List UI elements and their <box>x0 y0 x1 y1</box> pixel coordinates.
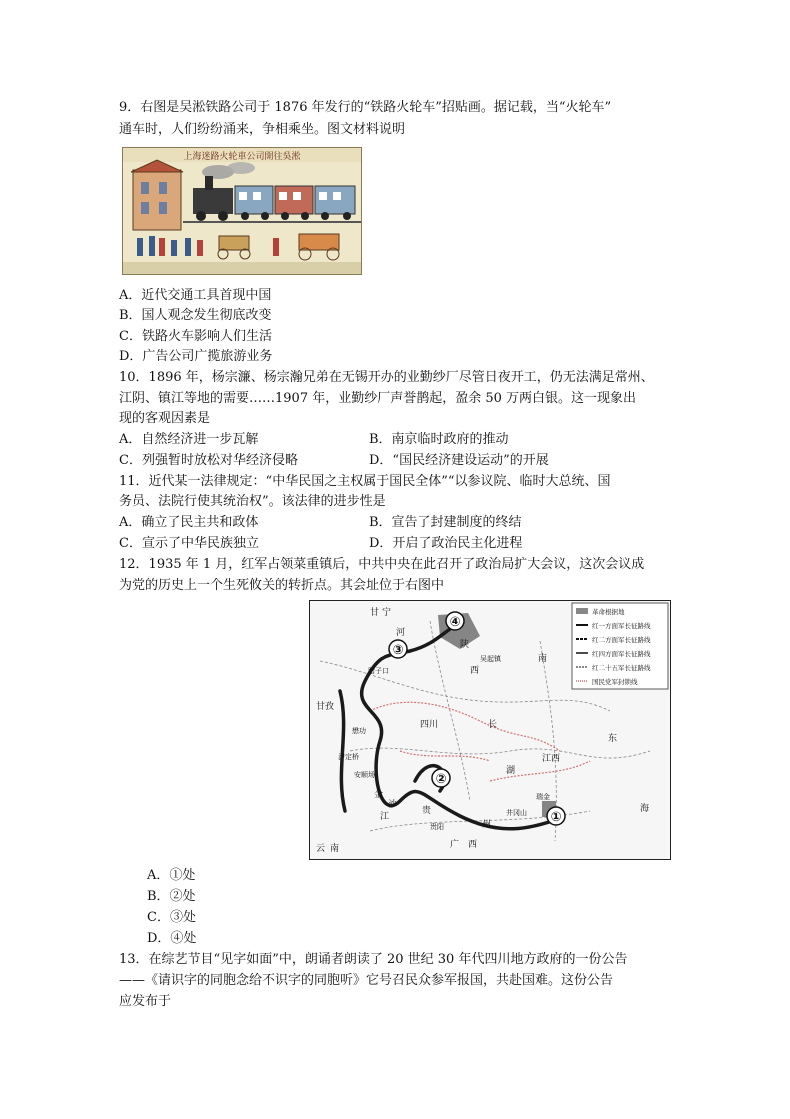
map-label-yunnan-nan: 南 <box>330 844 340 854</box>
q12-option-a[interactable]: A．①处 <box>147 868 196 883</box>
q10-option-a[interactable]: A．自然经济进一步瓦解 <box>119 432 259 447</box>
map-label-hu: 湖 <box>506 766 516 776</box>
map-label-yun: 云 <box>316 844 326 854</box>
q9-stem-line1: 9．右图是吴淞铁路公司于 1876 年发行的“铁路火轮车”招贴画。据记载，当“火轮车” <box>119 100 612 115</box>
q10-stem-line2: 江阴、镇江等地的需要……1907 年，业勤纱厂声誉鹊起，盈余 50 万两白银。这一现象出 <box>119 391 637 406</box>
q9-option-d[interactable]: D．广告公司广揽旅游业务 <box>119 349 273 364</box>
map-label-sichuan: 四川 <box>420 720 439 730</box>
map-label-xi: 西 <box>470 666 480 676</box>
q9-option-c[interactable]: C．铁路火车影响人们生活 <box>119 329 272 344</box>
railway-poster-image <box>122 147 362 275</box>
map-legend-2: 红一方面军长征路线 <box>592 622 651 630</box>
map-label-anshunchang: 安顺场 <box>354 771 375 779</box>
map-label-jiang: 江 <box>380 812 390 822</box>
map-label-gui: 贵 <box>422 806 432 816</box>
map-label-hai: 海 <box>640 804 650 814</box>
railway-poster-drawing <box>123 148 361 274</box>
map-marker-3: ③ <box>392 643 404 658</box>
map-label-sha: 沙 <box>388 800 398 810</box>
map-label-guiyang: 贵阳 <box>430 823 444 831</box>
q10-option-d[interactable]: D．“国民经济建设运动”的开展 <box>369 453 549 468</box>
q10-option-c[interactable]: C．列强暂时放松对华经济侵略 <box>119 453 298 468</box>
map-legend-6: 国民党军封锁线 <box>592 678 638 686</box>
q11-option-d[interactable]: D．开启了政治民主化进程 <box>369 536 523 551</box>
map-marker-2: ② <box>435 772 447 787</box>
q10-stem-line3: 现的客观因素是 <box>119 411 211 426</box>
q11-option-c[interactable]: C．宣示了中华民族独立 <box>119 536 259 551</box>
q11-option-a[interactable]: A．确立了民主共和政体 <box>119 515 259 530</box>
map-legend-4: 红四方面军长征路线 <box>592 650 651 658</box>
map-label-jin: 金 <box>374 790 384 800</box>
q10-option-b[interactable]: B．南京临时政府的推动 <box>369 432 509 447</box>
q12-stem-line1: 12．1935 年 1 月，红军占领菜重镇后，中共中央在此召开了政治局扩大会议，这次会议成 <box>119 557 645 572</box>
map-label-lazikou: 腊子口 <box>368 667 389 675</box>
map-label-ruijin: 瑞金 <box>536 793 550 801</box>
q12-option-b[interactable]: B．②处 <box>147 889 196 904</box>
map-label-he: 河 <box>396 628 406 638</box>
map-label-ludingqiao: 泸定桥 <box>338 753 359 761</box>
long-march-map <box>309 600 671 860</box>
q11-stem-line1: 11．近代某一法律规定：“中华民国之主权属于国民全体”“以参议院、临时大总统、国 <box>119 474 611 489</box>
q11-stem-line2: 务员、法院行使其统治权”。该法律的进步性是 <box>119 494 386 509</box>
q12-option-c[interactable]: C．③处 <box>147 910 196 925</box>
map-label-gan: 甘 <box>370 608 380 618</box>
q12-option-d[interactable]: D．④处 <box>147 931 197 946</box>
long-march-map-drawing <box>310 601 670 859</box>
map-legend-5: 红二十五军长征路线 <box>592 664 651 672</box>
map-marker-1: ① <box>550 810 562 825</box>
map-legend-1: 革命根据地 <box>592 608 625 616</box>
map-label-guangxi-xi: 西 <box>468 840 478 850</box>
q13-stem-line2: ——《请识字的同胞念给不识字的同胞听》它号召民众参军报国，共赴国难。这份公告 <box>119 973 614 988</box>
q11-option-b[interactable]: B．宣告了封建制度的终结 <box>369 515 522 530</box>
q13-stem-line1: 13．在综艺节目“见字如面”中，朗诵者朗读了 20 世纪 30 年代四川地方政府的一份公告 <box>119 952 628 967</box>
map-label-ganzi: 甘孜 <box>316 702 335 712</box>
map-label-dong: 东 <box>608 734 618 744</box>
q9-stem-line2: 通车时，人们纷纷涌来，争相乘坐。图文材料说明 <box>119 122 406 137</box>
map-label-wuqizhen: 吴起镇 <box>480 655 501 663</box>
map-marker-4: ④ <box>449 615 461 630</box>
map-label-maogong: 懋功 <box>352 727 366 735</box>
map-label-shaan: 陕 <box>460 640 470 650</box>
map-label-jiangxi: 江西 <box>542 754 561 764</box>
q13-stem-line3: 应发布于 <box>119 994 172 1009</box>
map-label-zhou: 州 <box>482 820 492 830</box>
q9-option-b[interactable]: B．国人观念发生彻底改变 <box>119 308 272 323</box>
q10-stem-line1: 10．1896 年，杨宗濂、杨宗瀚兄弟在无锡开办的业勤纱厂尽管日夜开工，仍无法满足常州、 <box>119 370 654 385</box>
map-label-jinggangshan: 井冈山 <box>506 809 527 817</box>
map-label-nan: 南 <box>538 654 548 664</box>
poster-caption: 上海迷路火轮車公司開往吳淞 <box>183 152 301 162</box>
q9-option-a[interactable]: A．近代交通工具首现中国 <box>119 288 272 303</box>
q12-stem-line2: 为党的历史上一个生死攸关的转折点。其会址位于右图中 <box>119 578 445 593</box>
map-label-chang: 长 <box>488 720 498 730</box>
map-label-guang: 广 <box>450 840 460 850</box>
map-legend-3: 红二方面军长征路线 <box>592 636 651 644</box>
map-label-ning: 宁 <box>382 608 392 618</box>
